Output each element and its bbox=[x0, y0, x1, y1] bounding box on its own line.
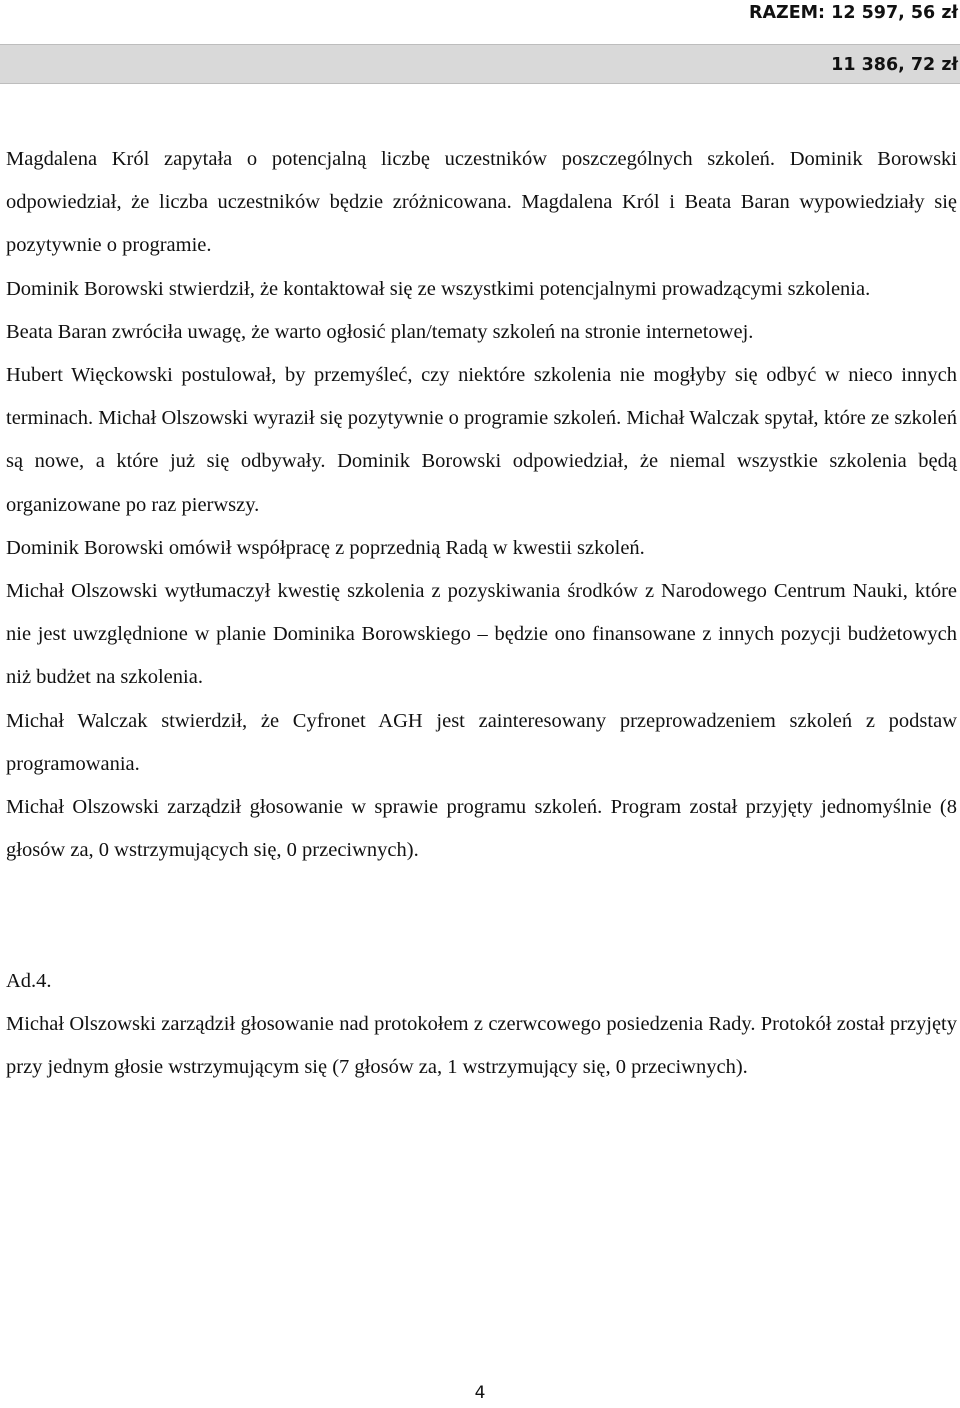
subtotal-amount-bar: 11 386, 72 zł bbox=[0, 44, 960, 84]
page-number: 4 bbox=[474, 1383, 486, 1403]
paragraph: Hubert Więckowski postulował, by przemyśleć, czy niektóre szkolenia nie mogłyby się odbyć w nieco innych terminach. Michał Olszowski wyraził się pozytywnie o programie szkoleń. Michał Walczak spytał, które ze szkoleń są nowe, a które już się odbywały. Dominik Borowski odpowiedział, że niemal wszystkie szkolenia będą organizowane po raz pierwszy. bbox=[6, 364, 957, 516]
paragraph: Dominik Borowski omówił współpracę z poprzednią Radą w kwestii szkoleń. bbox=[6, 536, 645, 559]
total-amount: RAZEM: 12 597, 56 zł bbox=[748, 3, 958, 23]
minutes-text-block bbox=[6, 138, 957, 872]
agenda-item-section bbox=[6, 960, 957, 1090]
paragraph: Beata Baran zwróciła uwagę, że warto ogłosić plan/tematy szkoleń na stronie internetowej. bbox=[6, 320, 754, 343]
section-heading: Ad.4. bbox=[6, 970, 52, 992]
paragraph: Michał Olszowski zarządził głosowanie w sprawie programu szkoleń. Program został przyjęty jednomyślnie (8 głosów za, 0 wstrzymujących się, 0 przeciwnych). bbox=[6, 796, 957, 862]
paragraph: Dominik Borowski stwierdził, że kontaktował się ze wszystkimi potencjalnymi prowadzącymi szkolenia. bbox=[6, 277, 871, 300]
paragraph: Michał Walczak stwierdził, że Cyfronet AGH jest zainteresowany przeprowadzeniem szkoleń z podstaw programowania. bbox=[6, 709, 957, 775]
paragraph: Michał Olszowski zarządził głosowanie nad protokołem z czerwcowego posiedzenia Rady. Protokół został przyjęty przy jednym głosie wstrzymującym się (7 głosów za, 1 wstrzymujący się, 0 przeciwnych). bbox=[6, 1013, 957, 1079]
paragraph: Michał Olszowski wytłumaczył kwestię szkolenia z pozyskiwania środków z Narodowego Centrum Nauki, które nie jest uwzględnione w planie Dominika Borowskiego – będzie ono finansowane z innych pozycji budżetowych niż budżet na szkolenia. bbox=[6, 580, 957, 689]
paragraph: Magdalena Król zapytała o potencjalną liczbę uczestników poszczególnych szkoleń. Dominik Borowski odpowiedział, że liczba uczestników będzie zróżnicowana. Magdalena Król i Beata Baran wypowiedziały się pozytywnie o programie. bbox=[6, 148, 957, 257]
